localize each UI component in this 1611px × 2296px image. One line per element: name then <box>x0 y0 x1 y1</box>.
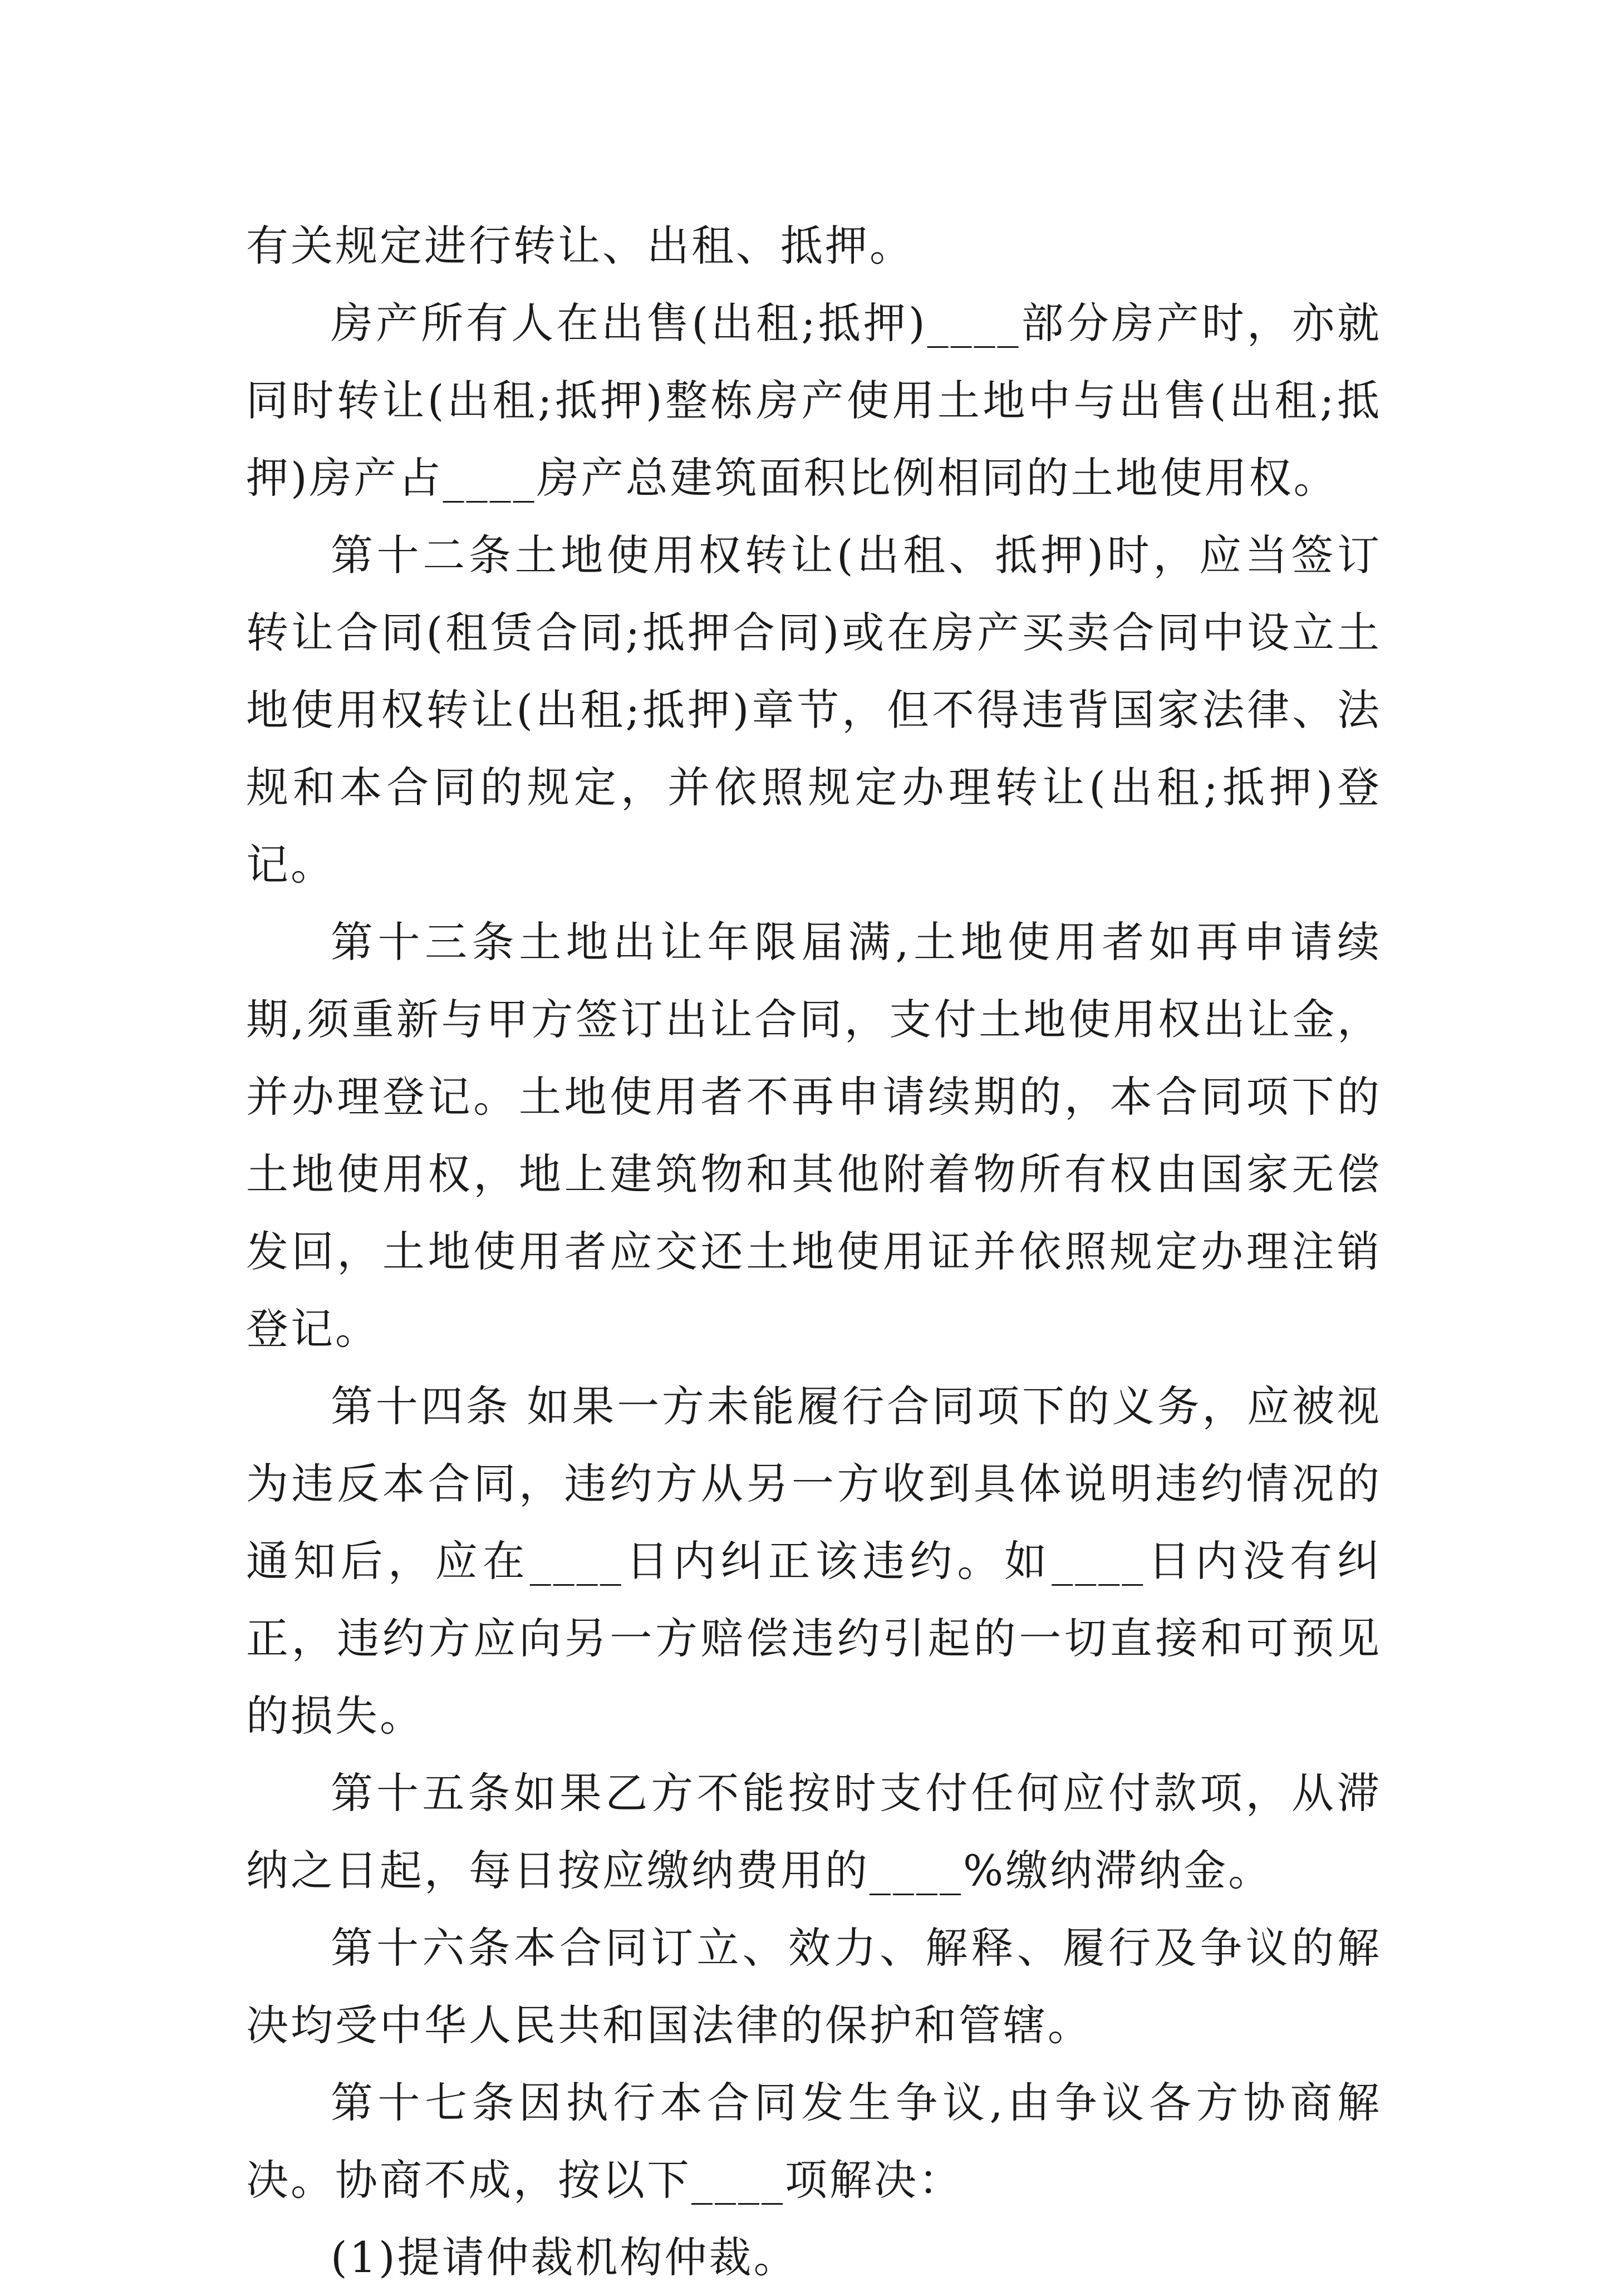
paragraph-article-16: 第十六条本合同订立、效力、解释、履行及争议的解决均受中华人民共和国法律的保护和管辖。 <box>246 1923 1382 2050</box>
paragraph-option-1-arbitration: (1)提请仲裁机构仲裁。 <box>331 2233 798 2282</box>
paragraph-article-13: 第十三条土地出让年限届满,土地使用者如再申请续期,须重新与甲方签订出让合同，支付土地使用权出让金，并办理登记。土地使用者不再申请续期的，本合同项下的土地使用权，地上建筑物和其他附着物所有权由国家无偿发回，土地使用者应交还土地使用证并依照规定办理注销登记。 <box>246 917 1382 1354</box>
paragraph-partial-property-sale: 房产所有人在出售(出租;抵押)____部分房产时，亦就同时转让(出租;抵押)整栋房产使用土地中与出售(出租;抵押)房产占____房产总建筑面积比例相同的土地使用权。 <box>246 298 1382 503</box>
paragraph-article-14: 第十四条 如果一方未能履行合同项下的义务，应被视为违反本合同，违约方从另一方收到具体说明违约情况的通知后，应在____日内纠正该违约。如____日内没有纠正，违约方应向另一方赔偿违约引起的一切直接和可预见的损失。 <box>246 1381 1382 1741</box>
paragraph-article-12: 第十二条土地使用权转让(出租、抵押)时，应当签订转让合同(租赁合同;抵押合同)或在房产买卖合同中设立土地使用权转让(出租;抵押)章节，但不得违背国家法律、法规和本合同的规定，并依照规定办理转让(出租;抵押)登记。 <box>246 530 1382 889</box>
document-body <box>246 207 1382 2296</box>
paragraph-continued-transfer-rules: 有关规定进行转让、出租、抵押。 <box>246 221 914 271</box>
paragraph-article-17: 第十七条因执行本合同发生争议,由争议各方协商解决。协商不成，按以下____项解决： <box>246 2078 1382 2205</box>
paragraph-article-15: 第十五条如果乙方不能按时支付任何应付款项，从滞纳之日起，每日按应缴纳费用的____%缴纳滞纳金。 <box>246 1768 1382 1895</box>
